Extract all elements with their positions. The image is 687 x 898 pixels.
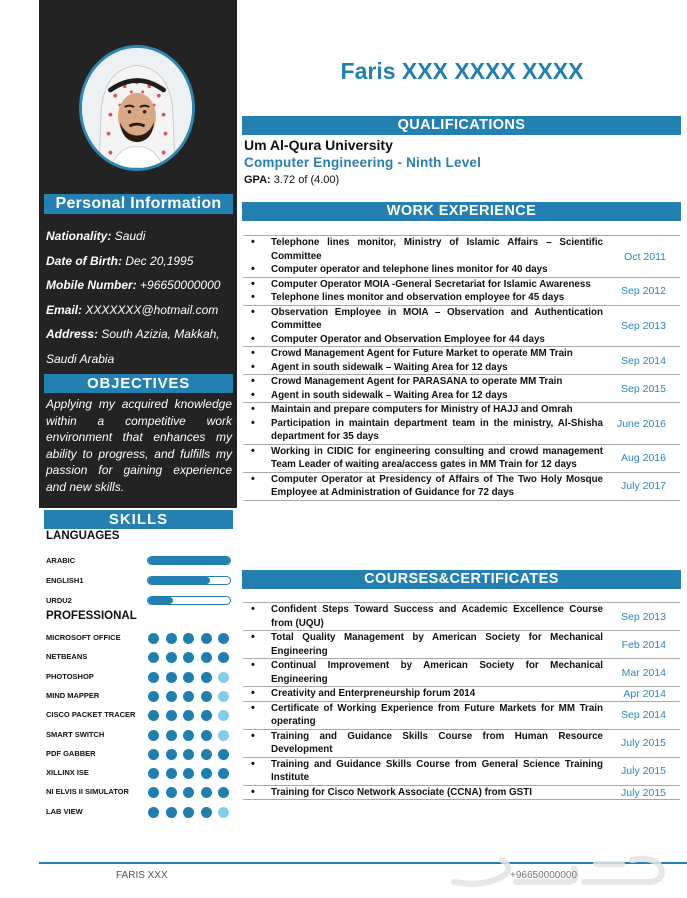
work-entry-bullets: [243, 236, 603, 277]
course-item: • Creativity and Enterpreneurship forum 2014: [243, 687, 603, 701]
work-entry-bullets: [243, 347, 603, 374]
course-item: • Training and Guidance Skills Course from Human Resource Development: [243, 730, 603, 757]
nationality-value: Saudi: [114, 229, 146, 243]
rating-dot-filled: [218, 652, 229, 663]
rating-dot-empty: [218, 730, 229, 741]
rating-dot-filled: [166, 768, 177, 779]
work-date: Sep 2015: [621, 382, 666, 395]
rating-dot-filled: [148, 672, 159, 683]
course-entry: [243, 758, 680, 786]
rating-dot-filled: [218, 787, 229, 798]
rating-dot-filled: [166, 633, 177, 644]
work-date: Sep 2012: [621, 285, 666, 297]
work-entry-bullets: [243, 278, 603, 305]
work-entry: [243, 347, 680, 375]
skill-label: SMART SWITCH: [46, 729, 105, 739]
work-experience-list: [243, 235, 680, 501]
degree-title: Computer Engineering - Ninth Level: [244, 155, 482, 170]
rating-dot-filled: [201, 691, 212, 702]
rating-dot-filled: [166, 807, 177, 818]
rating-dot-filled: [166, 652, 177, 663]
work-date: Sep 2014: [621, 354, 666, 367]
rating-dot-filled: [201, 807, 212, 818]
rating-dot-filled: [183, 672, 194, 683]
rating-dot-filled: [148, 633, 159, 644]
rating-dot-filled: [166, 691, 177, 702]
work-item: • Agent in south sidewalk – Waiting Area for 12 days: [243, 389, 603, 403]
profile-photo: [79, 45, 195, 171]
skill-label: NETBEANS: [46, 652, 88, 662]
course-date: July 2015: [621, 765, 666, 777]
skill-label: XILLINX ISE: [46, 768, 89, 778]
skill-rating: [148, 633, 229, 644]
rating-dot-filled: [166, 787, 177, 798]
course-entry: [243, 730, 680, 758]
skill-label: MICROSOFT OFFICE: [46, 633, 121, 642]
skill-label: LAB VIEW: [46, 806, 83, 816]
work-entry: [243, 278, 680, 306]
work-entry: [243, 403, 680, 445]
work-item: • Telephone lines monitor, Ministry of Islamic Affairs – Scientific Committee: [243, 236, 603, 263]
course-entry-bullets: [243, 659, 603, 686]
course-entry-bullets: [243, 758, 603, 785]
email-label: Email:: [46, 303, 83, 317]
course-entry-bullets: [243, 631, 603, 658]
candidate-name: Faris XXX XXXX XXXX: [340, 58, 584, 84]
rating-dot-filled: [201, 730, 212, 741]
work-item: • Maintain and prepare computers for Ministry of HAJJ and Omrah: [243, 403, 603, 417]
work-entry-bullets: [243, 473, 603, 500]
work-entry-bullets: [243, 375, 603, 402]
rating-dot-filled: [148, 710, 159, 721]
rating-dot-empty: [218, 672, 229, 683]
rating-dot-filled: [183, 633, 194, 644]
skill-label: PHOTOSHOP: [46, 671, 94, 681]
skill-rating: [148, 787, 229, 798]
mobile-number-row: [46, 278, 232, 293]
rating-dot-filled: [218, 768, 229, 779]
date-of-birth-row: [46, 254, 232, 269]
skill-label: MIND MAPPER: [46, 690, 100, 700]
address-value: South Azizia, Makkah, Saudi Arabia: [46, 327, 220, 366]
courses-header: COURSES&CERTIFICATES: [242, 570, 681, 589]
work-date: July 2017: [621, 480, 666, 492]
rating-dot-filled: [218, 633, 229, 644]
rating-dot-filled: [183, 787, 194, 798]
nationality-label: Nationality:: [46, 229, 112, 243]
nationality-row: [46, 229, 232, 244]
gpa-label: GPA:: [244, 174, 271, 186]
date-of-birth-label: Date of Birth:: [46, 254, 122, 268]
rating-dot-filled: [148, 787, 159, 798]
skill-rating: [148, 672, 229, 683]
language-level-bar: [147, 596, 231, 605]
work-item: • Telephone lines monitor and observation employee for 45 days: [243, 291, 603, 305]
work-entry: [243, 236, 680, 278]
address-label: Address:: [46, 327, 99, 341]
work-entry-bullets: [243, 403, 603, 444]
rating-dot-filled: [148, 807, 159, 818]
work-entry: [243, 445, 680, 473]
rating-dot-filled: [183, 749, 194, 760]
rating-dot-filled: [201, 652, 212, 663]
rating-dot-filled: [148, 691, 159, 702]
skill-rating: [148, 730, 229, 741]
skill-rating: [148, 652, 229, 663]
email-value: XXXXXXX@hotmail.com: [85, 303, 219, 317]
rating-dot-filled: [148, 652, 159, 663]
rating-dot-filled: [201, 633, 212, 644]
university-name: Um Al-Qura University: [244, 137, 393, 153]
course-entry-bullets: [243, 603, 603, 630]
rating-dot-empty: [218, 691, 229, 702]
work-item: • Participation in maintain department team in the ministry, Al-Shisha department for 35 days: [243, 417, 603, 444]
work-item: • Working in CIDIC for engineering consulting and crowd management Team Leader of waiting area/access gates in MM Train for 12 days: [243, 445, 603, 472]
rating-dot-filled: [201, 710, 212, 721]
work-entry: [243, 473, 680, 501]
language-level-fill: [148, 577, 210, 584]
course-entry-bullets: [243, 730, 603, 757]
language-label: ARABIC: [46, 556, 76, 565]
date-of-birth-value: Dec 20,1995: [125, 254, 194, 268]
work-entry-bullets: [243, 306, 603, 347]
rating-dot-filled: [201, 787, 212, 798]
skill-rating: [148, 710, 229, 721]
languages-heading: LANGUAGES: [46, 530, 120, 542]
address-row: [46, 322, 232, 372]
course-entry: [243, 631, 680, 659]
work-entry: [243, 306, 680, 348]
work-item: • Observation Employee in MOIA – Observation and Authentication Committee: [243, 306, 603, 333]
language-label: ENGLISH1: [46, 576, 84, 585]
rating-dot-filled: [183, 768, 194, 779]
course-date: Apr 2014: [623, 688, 666, 700]
rating-dot-filled: [148, 768, 159, 779]
skill-rating: [148, 691, 229, 702]
objectives-text: Applying my acquired knowledge within a competitive work environment that enhances my ability to progress, and fulfills my passion for gaining experience and new skills.: [46, 397, 232, 494]
work-entry: [243, 375, 680, 403]
skill-rating: [148, 768, 229, 779]
rating-dot-filled: [183, 710, 194, 721]
work-item: • Computer Operator MOIA -General Secretariat for Islamic Awareness: [243, 278, 603, 292]
rating-dot-empty: [218, 807, 229, 818]
rating-dot-filled: [166, 749, 177, 760]
course-date: Feb 2014: [621, 638, 666, 651]
language-level-bar: [147, 556, 231, 565]
work-item: • Computer Operator and Observation Employee for 44 days: [243, 333, 603, 347]
course-date: Sep 2014: [621, 709, 666, 721]
work-item: • Agent in south sidewalk – Waiting Area for 12 days: [243, 361, 603, 375]
courses-list: [243, 602, 680, 800]
course-item: • Certificate of Working Experience from Future Markets for MM Train operating: [243, 702, 603, 729]
course-item: • Training for Cisco Network Associate (CCNA) from GSTI: [243, 786, 603, 800]
course-entry: [243, 603, 680, 631]
language-label: URDU2: [46, 596, 72, 605]
work-entry-bullets: [243, 445, 603, 472]
rating-dot-filled: [148, 730, 159, 741]
qualifications-header: QUALIFICATIONS: [242, 116, 681, 135]
course-date: July 2015: [621, 786, 666, 799]
rating-dot-filled: [166, 710, 177, 721]
course-entry-bullets: [243, 786, 603, 800]
skill-rating: [148, 807, 229, 818]
course-entry: [243, 659, 680, 687]
skill-rating: [148, 749, 229, 760]
course-date: Sep 2013: [621, 610, 666, 623]
work-date: June 2016: [616, 417, 666, 430]
language-level-fill: [148, 597, 173, 604]
work-item: • Computer Operator at Presidency of Affairs of The Two Holy Mosque Employee at Administration of Guidance for 72 days: [243, 473, 603, 500]
gpa-value: 3.72 of (4.00): [273, 174, 340, 186]
skill-label: CISCO PACKET TRACER: [46, 710, 136, 720]
work-date: Oct 2011: [624, 250, 666, 263]
course-item: • Confident Steps Toward Success and Academic Excellence Course from (UQU): [243, 603, 603, 630]
work-experience-header: WORK EXPERIENCE: [242, 202, 681, 221]
rating-dot-filled: [201, 768, 212, 779]
work-date: Aug 2016: [621, 452, 666, 464]
course-entry: [243, 786, 680, 801]
course-date: Mar 2014: [621, 666, 666, 679]
professional-heading: PROFESSIONAL: [46, 610, 137, 622]
personal-information-header: Personal Information: [44, 194, 233, 214]
rating-dot-filled: [183, 691, 194, 702]
rating-dot-filled: [183, 730, 194, 741]
footer-name: FARIS XXX: [116, 870, 168, 881]
course-date: July 2015: [621, 737, 666, 749]
profile-photo-illustration: [82, 48, 192, 168]
rating-dot-empty: [218, 710, 229, 721]
rating-dot-filled: [183, 807, 194, 818]
mobile-number-label: Mobile Number:: [46, 278, 137, 292]
course-item: • Training and Guidance Skills Course from General Science Training Institute: [243, 758, 603, 785]
work-item: • Computer operator and telephone lines monitor for 40 days: [243, 263, 603, 277]
course-item: • Continual Improvement by American Society for Mechanical Engineering: [243, 659, 603, 686]
objectives-header: OBJECTIVES: [44, 374, 233, 393]
rating-dot-filled: [201, 749, 212, 760]
course-entry: [243, 687, 680, 702]
email-row: [46, 303, 232, 318]
work-date: Sep 2013: [621, 320, 666, 332]
course-entry: [243, 702, 680, 730]
skills-header: SKILLS: [44, 510, 233, 529]
work-item: • Crowd Management Agent for Future Market to operate MM Train: [243, 347, 603, 361]
gpa-line: [244, 174, 339, 186]
course-item: • Total Quality Management by American Society for Mechanical Engineering: [243, 631, 603, 658]
rating-dot-filled: [166, 672, 177, 683]
rating-dot-filled: [166, 730, 177, 741]
skill-label: PDF GABBER: [46, 748, 96, 758]
rating-dot-filled: [183, 652, 194, 663]
course-entry-bullets: [243, 702, 603, 729]
course-entry-bullets: [243, 687, 603, 701]
footer-phone: +96650000000: [510, 870, 578, 881]
rating-dot-filled: [218, 749, 229, 760]
language-level-bar: [147, 576, 231, 585]
rating-dot-filled: [148, 749, 159, 760]
language-level-fill: [148, 557, 230, 564]
work-item: • Crowd Management Agent for PARASANA to operate MM Train: [243, 375, 603, 389]
mobile-number-value: +96650000000: [140, 278, 221, 292]
skill-label: NI ELVIS II SIMULATOR: [46, 787, 129, 797]
rating-dot-filled: [201, 672, 212, 683]
